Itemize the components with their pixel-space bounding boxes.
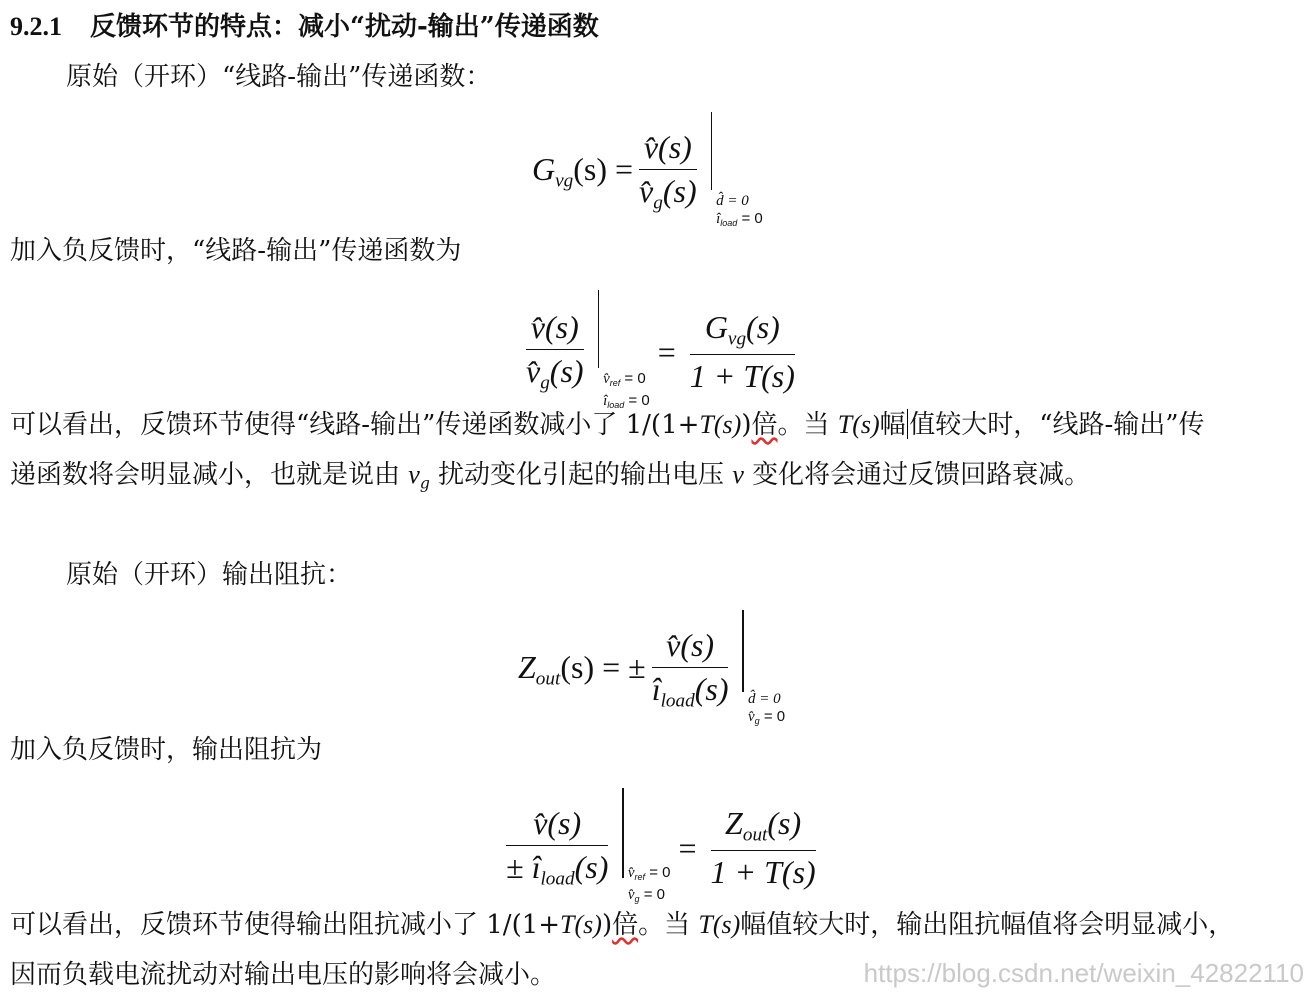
eq3-fraction: $\frac{v̂(s)}{î_{load}(s)}$ xyxy=(651,626,729,713)
paragraph-feedback-impedance: 加入负反馈时，输出阻抗为 xyxy=(10,735,323,765)
paragraph-feedback-line-output: 加入负反馈时，“线路-输出”传递函数为 xyxy=(10,236,462,266)
equation-closed-loop-line-output: $\frac{v̂(s)}{v̂_g(s)}$ $v̂_{ref} = 0$ $î_{load} = 0$ = $\frac{G_{vg}(s)}{1 + T(s)}$ xyxy=(520,290,801,414)
paragraph-open-loop-impedance: 原始（开环）输出阻抗： xyxy=(66,560,353,590)
eq1-conditions: d̂ = 0 $î_{load} = 0$ xyxy=(716,192,763,228)
paragraph-impedance-reduction: 可以看出，反馈环节使得输出阻抗减小了 1/(1+T(s))倍。当 T(s)幅值较大时，输出阻抗幅值将会明显减小， xyxy=(10,910,1235,940)
eq4-right-fraction: $\frac{Z_{out}(s)}{1 + T(s)}$ xyxy=(710,804,816,891)
watermark: https://blog.csdn.net/weixin_42822110 xyxy=(863,958,1304,988)
section-title: 反馈环节的特点：减小“扰动-输出”传递函数 xyxy=(90,12,599,42)
section-number: 9.2.1 xyxy=(10,12,62,41)
paragraph-line-output-reduction: 可以看出，反馈环节使得“线路-输出”传递函数减小了 1/(1+T(s))倍。当 T(s)幅 值较大时，“线路-输出”传 xyxy=(10,410,1205,440)
equation-closed-loop-impedance: $\frac{v̂(s)}{\pm î_{load}(s)}$ $v̂_{ref} = 0$ $v̂_g = 0$ = $\frac{Z_{out}(s)}{1 + T(s)}$ xyxy=(500,788,822,908)
text-cursor xyxy=(907,409,909,439)
paragraph-line-output-reduction-cont: 递函数将会明显减小，也就是说由 $v_g$ 扰动变化引起的输出电压 v 变化将会通过反馈回路衰减。 xyxy=(10,460,1091,493)
paragraph-impedance-reduction-cont: 因而负载电流扰动对输出电压的影响将会减小。 xyxy=(10,960,557,990)
eq4-conditions: $v̂_{ref} = 0$ $v̂_g = 0$ xyxy=(627,863,671,904)
section-heading xyxy=(10,10,599,44)
eq3-lhs: $Z_{out}(s)$ = ± xyxy=(518,649,646,690)
eq3-conditions: d̂ = 0 $v̂_g = 0$ xyxy=(747,690,786,726)
equation-zout xyxy=(518,610,785,730)
equation-gvg xyxy=(532,112,763,232)
paragraph-open-loop-line-output: 原始（开环）“线路-输出”传递函数： xyxy=(66,62,492,92)
eq2-right-fraction: $\frac{G_{vg}(s)}{1 + T(s)}$ xyxy=(689,308,795,395)
eq4-left-fraction: $\frac{v̂(s)}{\pm î_{load}(s)}$ xyxy=(506,804,609,891)
eq1-fraction: $\frac{v̂(s)}{v̂_g(s)}$ xyxy=(639,128,697,215)
eq2-conditions: $v̂_{ref} = 0$ $î_{load} = 0$ xyxy=(603,369,650,410)
eq2-left-fraction: $\frac{v̂(s)}{v̂_g(s)}$ xyxy=(526,308,584,395)
eq1-lhs: $G_{vg}(s)$ = xyxy=(532,151,634,192)
